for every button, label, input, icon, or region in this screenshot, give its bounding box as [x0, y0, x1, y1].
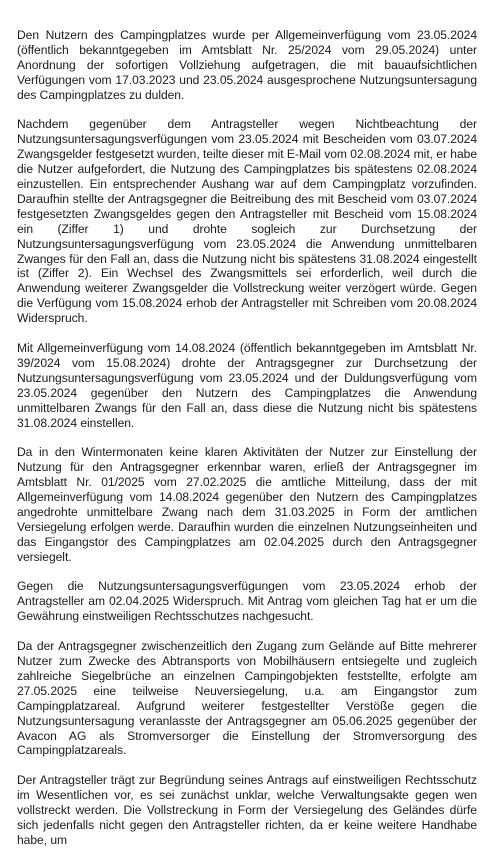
paragraph-2: Nachdem gegenüber dem Antragsteller wegen Nichtbeachtung der Nutzungsuntersagungsverfügungen vom 23.05.2024 mit Bescheiden vom 03.07.2024 Zwangsgelder festgesetzt wurden, teilte dieser mit E-Mail vom 02.08.2024 mit, er habe die Nutzer aufgefordert, die Nutzung des Campingplatzes bis spätestens 02.08.2024 einzustellen. Ein entsprechender Aushang war auf dem Campingplatz vorzufinden. Daraufhin stellte der Antragsgegner die Beitreibung des mit Bescheid vom 03.07.2024 festgesetzten Zwangsgeldes gegen den Antragsteller mit Bescheid vom 15.08.2024 ein (Ziffer 1) und drohte sogleich zur Durchsetzung der Nutzungsuntersagungsverfügung vom 23.05.2024 die Anwendung unmittelbaren Zwanges für den Fall an, dass die Nutzung nicht bis spätestens 31.08.2024 eingestellt ist (Ziffer 2). Ein Wechsel des Zwangsmittels sei erforderlich, weil durch die Anwendung weiterer Zwangsgelder die Vollstreckung weiter verzögert würde. Gegen die Verfügung vom 15.08.2024 erhob der Antragsteller mit Schreiben vom 20.08.2024 Widerspruch. [17, 117, 477, 326]
paragraph-1: Den Nutzern des Campingplatzes wurde per Allgemeinverfügung vom 23.05.2024 (öffentlich bekanntgegeben im Amtsblatt Nr. 25/2024 vom 29.05.2024) unter Anordnung der sofortigen Vollziehung aufgetragen, die mit bauaufsichtlichen Verfügungen vom 17.03.2023 und 23.05.2024 ausgesprochene Nutzungsuntersagung des Campingplatzes zu dulden. [17, 28, 477, 102]
paragraph-6: Da der Antragsgegner zwischenzeitlich den Zugang zum Gelände auf Bitte mehrerer Nutzer zum Zwecke des Abtransports von Mobilhäusern entsiegelte und zugleich zahlreiche Siegelbrüche an einzelnen Campingobjekten feststellte, erfolgte am 27.05.2025 eine teilweise Neuversiegelung, u.a. am Eingangstor zum Campingplatzareal. Aufgrund weiterer festgestellter Verstöße gegen die Nutzungsuntersagung veranlasste der Antragsgegner am 05.06.2025 gegenüber der Avacon AG als Stromversorger die Einstellung der Stromversorgung des Campingplatzareals. [17, 639, 477, 758]
paragraph-4: Da in den Wintermonaten keine klaren Aktivitäten der Nutzer zur Einstellung der Nutzung für den Antragsgegner erkennbar waren, erließ der Antragsgegner im Amtsblatt Nr. 01/2025 vom 27.02.2025 die amtliche Mitteilung, dass der mit Allgemeinverfügung vom 14.08.2024 gegenüber den Nutzern des Campingplatzes angedrohte unmittelbare Zwang nach dem 31.03.2025 in Form der amtlichen Versiegelung erfolgen werde. Daraufhin wurden die einzelnen Nutzungseinheiten und das Eingangstor des Campingplatzes am 02.04.2025 durch den Antragsgegner versiegelt. [17, 445, 477, 564]
paragraph-7: Der Antragsteller trägt zur Begründung seines Antrags auf einstweiligen Rechtsschutz im Wesentlichen vor, es sei zunächst unklar, welche Verwaltungsakte gegen wen vollstreckt werden. Die Vollstreckung in Form der Versiegelung des Geländes dürfe sich jedenfalls nicht gegen den Antragsteller richten, da er keine weitere Handhabe habe, um [17, 773, 477, 847]
paragraph-3: Mit Allgemeinverfügung vom 14.08.2024 (öffentlich bekanntgegeben im Amtsblatt Nr. 39/2024 vom 15.08.2024) drohte der Antragsgegner zur Durchsetzung der Nutzungsuntersagungsverfügung vom 23.05.2024 und der Duldungsverfügung vom 23.05.2024 gegenüber den Nutzern des Campingplatzes die Anwendung unmittelbaren Zwangs für den Fall an, dass diese die Nutzung nicht bis spätestens 31.08.2024 einstellen. [17, 341, 477, 430]
document-body [17, 28, 477, 863]
paragraph-5: Gegen die Nutzungsuntersagungsverfügungen vom 23.05.2024 erhob der Antragsteller am 02.04.2025 Widerspruch. Mit Antrag vom gleichen Tag hat er um die Gewährung einstweiligen Rechtsschutzes nachgesucht. [17, 579, 477, 624]
